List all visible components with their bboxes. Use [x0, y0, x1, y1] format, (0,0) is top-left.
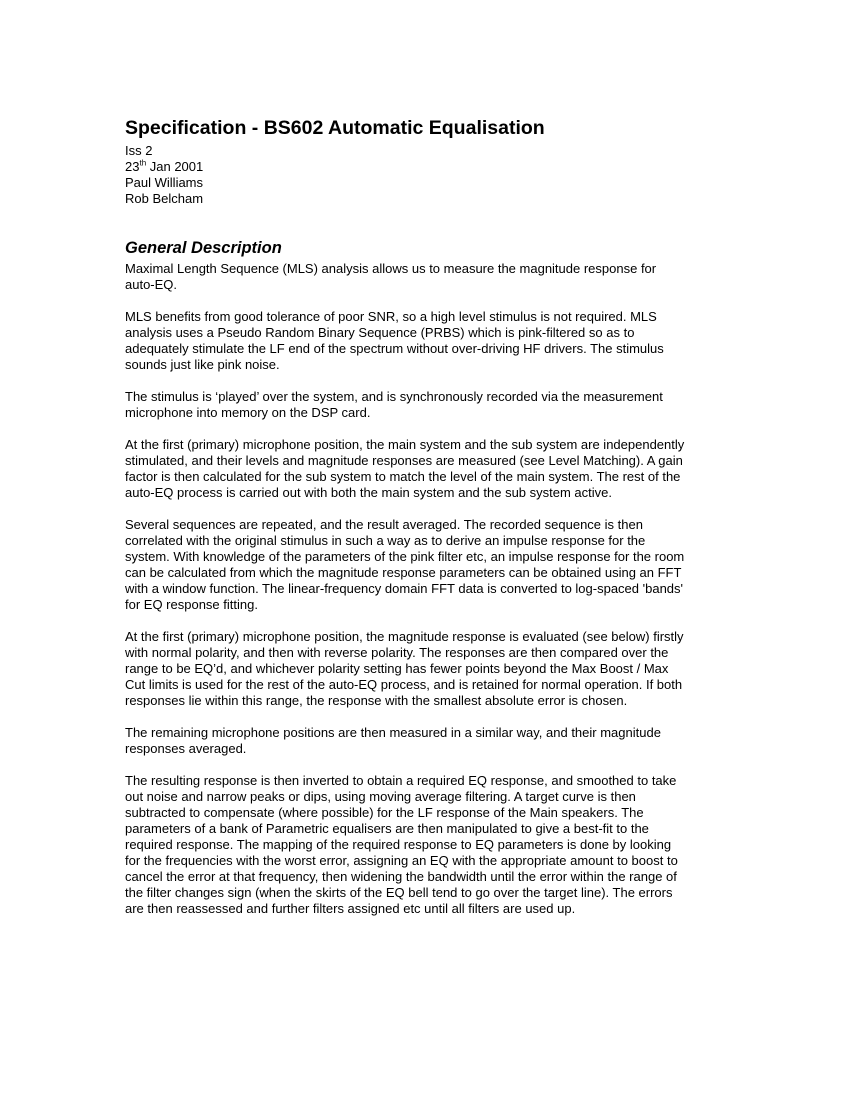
paragraph-line: sounds just like pink noise.: [125, 357, 280, 372]
paragraph-line: responses lie within this range, the response with the smallest absolute error is chosen.: [125, 693, 628, 708]
date-month-year: Jan 2001: [146, 159, 204, 174]
paragraph-line: factor is then calculated for the sub system to match the level of the main system. The rest of the: [125, 469, 681, 484]
paragraph-line: microphone into memory on the DSP card.: [125, 405, 371, 420]
document-title: Specification - BS602 Automatic Equalisation: [125, 117, 545, 139]
paragraph-line: At the first (primary) microphone position, the magnitude response is evaluated (see below) firstly: [125, 629, 684, 644]
paragraph-line: can be calculated from which the magnitude response parameters can be obtained using an FFT: [125, 565, 682, 580]
paragraph-line: At the first (primary) microphone position, the main system and the sub system are independently: [125, 437, 685, 452]
document-date: [125, 159, 725, 175]
body-paragraph: [125, 437, 725, 501]
date-day: 23: [125, 159, 140, 174]
document-page: [125, 116, 725, 933]
paragraph-line: with normal polarity, and then with reverse polarity. The responses are then compared over the: [125, 645, 669, 660]
date-suffix: th: [139, 158, 147, 168]
paragraph-line: range to be EQ’d, and whichever polarity setting has fewer points beyond the Max Boost / Max: [125, 661, 669, 676]
paragraph-line: adequately stimulate the LF end of the spectrum without over-driving HF drivers. The stimulus: [125, 341, 664, 356]
section-body: [125, 261, 725, 917]
paragraph-line: auto-EQ process is carried out with both the main system and the sub system active.: [125, 485, 612, 500]
paragraph-line: analysis uses a Pseudo Random Binary Sequence (PRBS) which is pink-filtered so as to: [125, 325, 635, 340]
paragraph-line: are then reassessed and further filters assigned etc until all filters are used up.: [125, 901, 576, 916]
paragraph-line: parameters of a bank of Parametric equalisers are then manipulated to give a best-fit to the: [125, 821, 649, 836]
paragraph-line: The resulting response is then inverted to obtain a required EQ response, and smoothed to take: [125, 773, 677, 788]
paragraph-line: auto-EQ.: [125, 277, 178, 292]
body-paragraph: [125, 389, 725, 421]
paragraph-line: Cut limits is used for the rest of the auto-EQ process, and is retained for normal operation. If both: [125, 677, 683, 692]
paragraph-line: subtracted to compensate (where possible) for the LF response of the Main speakers. The: [125, 805, 644, 820]
body-paragraph: [125, 517, 725, 613]
paragraph-line: for EQ response fitting.: [125, 597, 258, 612]
author-name: Rob Belcham: [125, 191, 204, 206]
paragraph-line: The stimulus is ‘played’ over the system, and is synchronously recorded via the measurement: [125, 389, 663, 404]
body-paragraph: [125, 773, 725, 917]
paragraph-line: system. With knowledge of the parameters of the pink filter etc, an impulse response for the room: [125, 549, 685, 564]
paragraph-line: Several sequences are repeated, and the result averaged. The recorded sequence is then: [125, 517, 643, 532]
paragraph-line: cancel the error at that frequency, then widening the bandwidth until the error within the range of: [125, 869, 677, 884]
paragraph-line: The remaining microphone positions are then measured in a similar way, and their magnitude: [125, 725, 661, 740]
body-paragraph: [125, 261, 725, 293]
paragraph-line: correlated with the original stimulus in such a way as to derive an impulse response for the: [125, 533, 646, 548]
section-heading: General Description: [125, 239, 282, 257]
body-paragraph: [125, 725, 725, 757]
paragraph-line: MLS benefits from good tolerance of poor SNR, so a high level stimulus is not required. MLS: [125, 309, 657, 324]
paragraph-line: for the frequencies with the worst error, assigning an EQ with the appropriate amount to boost to: [125, 853, 678, 868]
issue-number: Iss 2: [125, 143, 153, 158]
paragraph-line: stimulated, and their levels and magnitude responses are measured (see Level Matching). A gain: [125, 453, 683, 468]
paragraph-line: with a window function. The linear-frequency domain FFT data is converted to log-spaced 'bands': [125, 581, 684, 596]
author-name: Paul Williams: [125, 175, 204, 190]
paragraph-line: responses averaged.: [125, 741, 247, 756]
paragraph-line: required response. The mapping of the required response to EQ parameters is done by looking: [125, 837, 672, 852]
body-paragraph: [125, 309, 725, 373]
paragraph-line: Maximal Length Sequence (MLS) analysis allows us to measure the magnitude response for: [125, 261, 657, 276]
paragraph-line: the filter changes sign (when the skirts of the EQ bell tend to go over the target line). The errors: [125, 885, 673, 900]
body-paragraph: [125, 629, 725, 709]
paragraph-line: out noise and narrow peaks or dips, using moving average filtering. A target curve is then: [125, 789, 636, 804]
